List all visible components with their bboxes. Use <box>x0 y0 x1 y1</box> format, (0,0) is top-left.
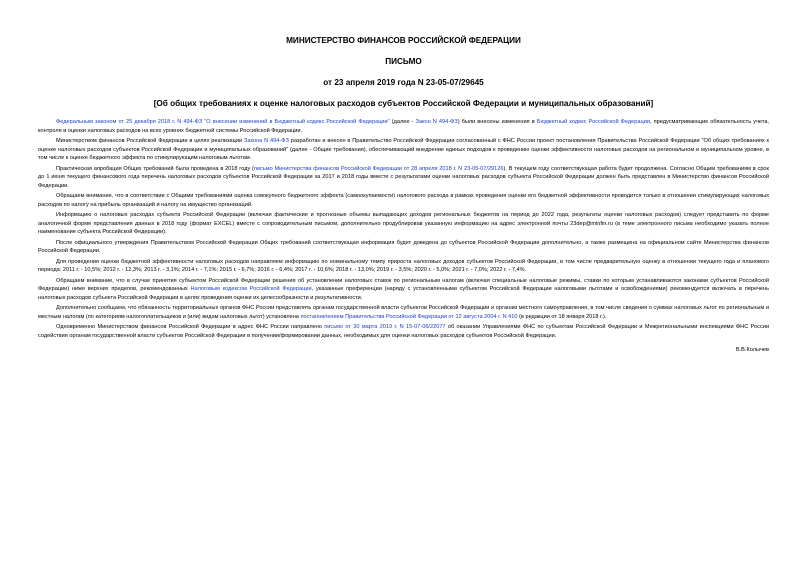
paragraph-8 <box>38 277 769 303</box>
paragraph-text: Дополнительно сообщаем, что обязанность территориальных органов ФНС России представлять органам государственной власти субъектов Российской Федерации и органам местного самоуправления, в том числе сведения о суммах налоговых льгот по региональным и местным налогам (по категориям налогоплательщиков и (или) видам налоговых льгот) установлена <box>38 305 769 320</box>
paragraph-6 <box>38 239 769 256</box>
document-body <box>38 118 769 340</box>
paragraph-text: Обращаем внимание, что в соответствии с Общими требованиями оценка совокупного бюджетного эффекта (самоокупаемости) налогового расхода в рамках проведения оценки его бюджетной эффективности проводится только в отношении стимулирующих налоговых расходов по налогу на прибыль организаций и налогу на имущество организаций. <box>38 193 769 208</box>
paragraph-7 <box>38 258 769 275</box>
document-link[interactable]: Налоговым кодексом Российской Федерации <box>190 286 312 292</box>
signature: В.В.Колычев <box>735 347 769 353</box>
paragraph-text: Министерством финансов Российской Федерации в целях реализации <box>56 138 244 144</box>
paragraph-text: Обращаем внимание, что в случае принятия субъектом Российской Федерации решения об установлении налоговых ставок по региональным налогам (включая специальные налоговые режимы, ставки по которым устанавливаются законами субъектов Российской Федерации) ниже верхних пределов, рекомендованных <box>38 277 769 292</box>
document-date-number: от 23 апреля 2019 года N 23-05-07/29645 <box>323 78 484 87</box>
paragraph-text: (далее - <box>389 119 416 125</box>
paragraph-text: Практическая апробация Общих требований была проведена в 2018 году ( <box>56 165 254 172</box>
paragraph-text: (в редакции от 18 января 2018 г.). <box>517 313 607 320</box>
document-subject: [Об общих требованиях к оценке налоговых расходов субъектов Российской Федерации и муниципальных образований] <box>153 99 654 108</box>
document-link[interactable]: Бюджетный кодекс Российской Федерации <box>536 119 650 125</box>
document-link[interactable]: Закона N 494-ФЗ <box>243 138 289 144</box>
paragraph-text: Информацию о налоговых расходах субъекта Российской Федерации (включая фактические и прогнозные объемы выпадающих доходов региональных бюджетов на период до 2022 года, результаты оценки налоговых расходов) следует представить по форме аналогичной форме представления данных в 2018 году (формат EXCEL) вместе с сопроводительным письмом, дополнительно продублировав указанную информацию на адрес электронной почты 23dep@minfin.ru (в теме электронного письма необходимо указать полное наименование субъекта Российской Федерации). <box>38 212 769 235</box>
document-link[interactable]: Закон N 494-ФЗ <box>415 119 458 125</box>
document-link[interactable]: Федеральным законом от 25 декабря 2018 г. N 494-ФЗ "О внесении изменений в Бюджетный кодекс Российской Федерации" <box>56 119 390 125</box>
document-kind-heading: ПИСЬМО <box>385 57 422 66</box>
paragraph-text: , указанные преференции (наряду с установленными субъектом Российской Федерации налоговыми льготами и освобождениями) рекомендуется включать в перечень налоговых расходов субъекта Российской Федерации в целях проведения оценки их целесообразности и результативности. <box>38 286 769 301</box>
paragraph-text: ) были внесены изменения в <box>457 119 537 125</box>
paragraph-2 <box>38 137 769 163</box>
ministry-heading: МИНИСТЕРСТВО ФИНАНСОВ РОССИЙСКОЙ ФЕДЕРАЦИИ <box>286 36 521 45</box>
paragraph-5 <box>38 211 769 237</box>
document-link[interactable]: письмо от 30 марта 2019 г. N 15-07-06/22077 <box>324 324 446 330</box>
paragraph-text: ). В текущем году соответствующая работа будет продолжена. Согласно Общим требованиям в срок до 1 июня текущего финансового года перечень налоговых расходов субъектов Российской Федерации за 2017 и 2018 годы вместе с результатами оценки налоговых расходов субъекта Российской Федерации должен быть представлен в Министерство финансов Российской Федерации. <box>38 165 769 189</box>
paragraph-text: , предусматривающие обязательность учета, контроля и оценки налоговых расходов на всех уровнях бюджетной системы Российской Федерации. <box>38 119 769 134</box>
paragraph-10 <box>38 323 769 340</box>
document-link[interactable]: постановлением Правительства Российской Федерации от 12 августа 2004 г. N 410 <box>300 313 518 320</box>
paragraph-text: разработан и внесен в Правительство Российской Федерации согласованный с ФНС России проект постановления Правительства Российской Федерации "Об общих требованиях к оценке налоговых расходов субъектов Российской Федерации и муниципальных образований" (далее - Общие требования), обеспечивающий внедрение единых подходов к проведению оценки эффективности налоговых расходов на региональном и муниципальном уровне, в том числе к оценке бюджетного эффекта по стимулирующим налоговым льготам. <box>38 138 770 161</box>
paragraph-text: Одновременно Министерством финансов Российской Федерации в адрес ФНС России направлено <box>56 324 325 330</box>
paragraph-3 <box>38 165 769 191</box>
paragraph-1 <box>38 118 769 135</box>
document-link[interactable]: письмо Министерства финансов Российской Федерации от 28 апреля 2018 г. N 23-05-07/29126 <box>253 165 504 172</box>
paragraph-text: об оказании Управлениями ФНС по субъектам Российской Федерации и Межрегиональными инспекциями ФНС России содействия органам государственной власти субъектов Российской Федерации в получении/формировании данных, необходимых для оценки налоговых расходов субъектов Российской Федерации. <box>38 324 769 339</box>
paragraph-text: После официального утверждения Правительством Российской Федерации Общих требований соответствующая информация будет доведена до субъектов Российской Федерации дополнительно, а также размещена на официальном сайте Министерства финансов Российской Федерации. <box>38 239 769 254</box>
paragraph-4 <box>38 192 769 209</box>
paragraph-9 <box>38 304 769 321</box>
paragraph-text: Для проведения оценки бюджетной эффективности налоговых расходов направляем информацию по номинальному темпу прироста налоговых доходов субъектов Российской Федерации, в том числе предварительную оценку в отношении текущего года и планового периода: 2011 г. - 10,5%; 2012 г. - 12,3%; 2013 г. - 3,1%; 2014 г. - 7,1%; 2015 г. - 6,7%; 2016 г. - 6,4%; 2017 г. - 10,6%; 2018 г. - 13,0%; 2019 г. - 3,5%; 2020 г. - 5,0%; 2021 г. - 7,0%; 2022 г. - 7,4%. <box>38 258 769 273</box>
document-page <box>38 36 769 354</box>
